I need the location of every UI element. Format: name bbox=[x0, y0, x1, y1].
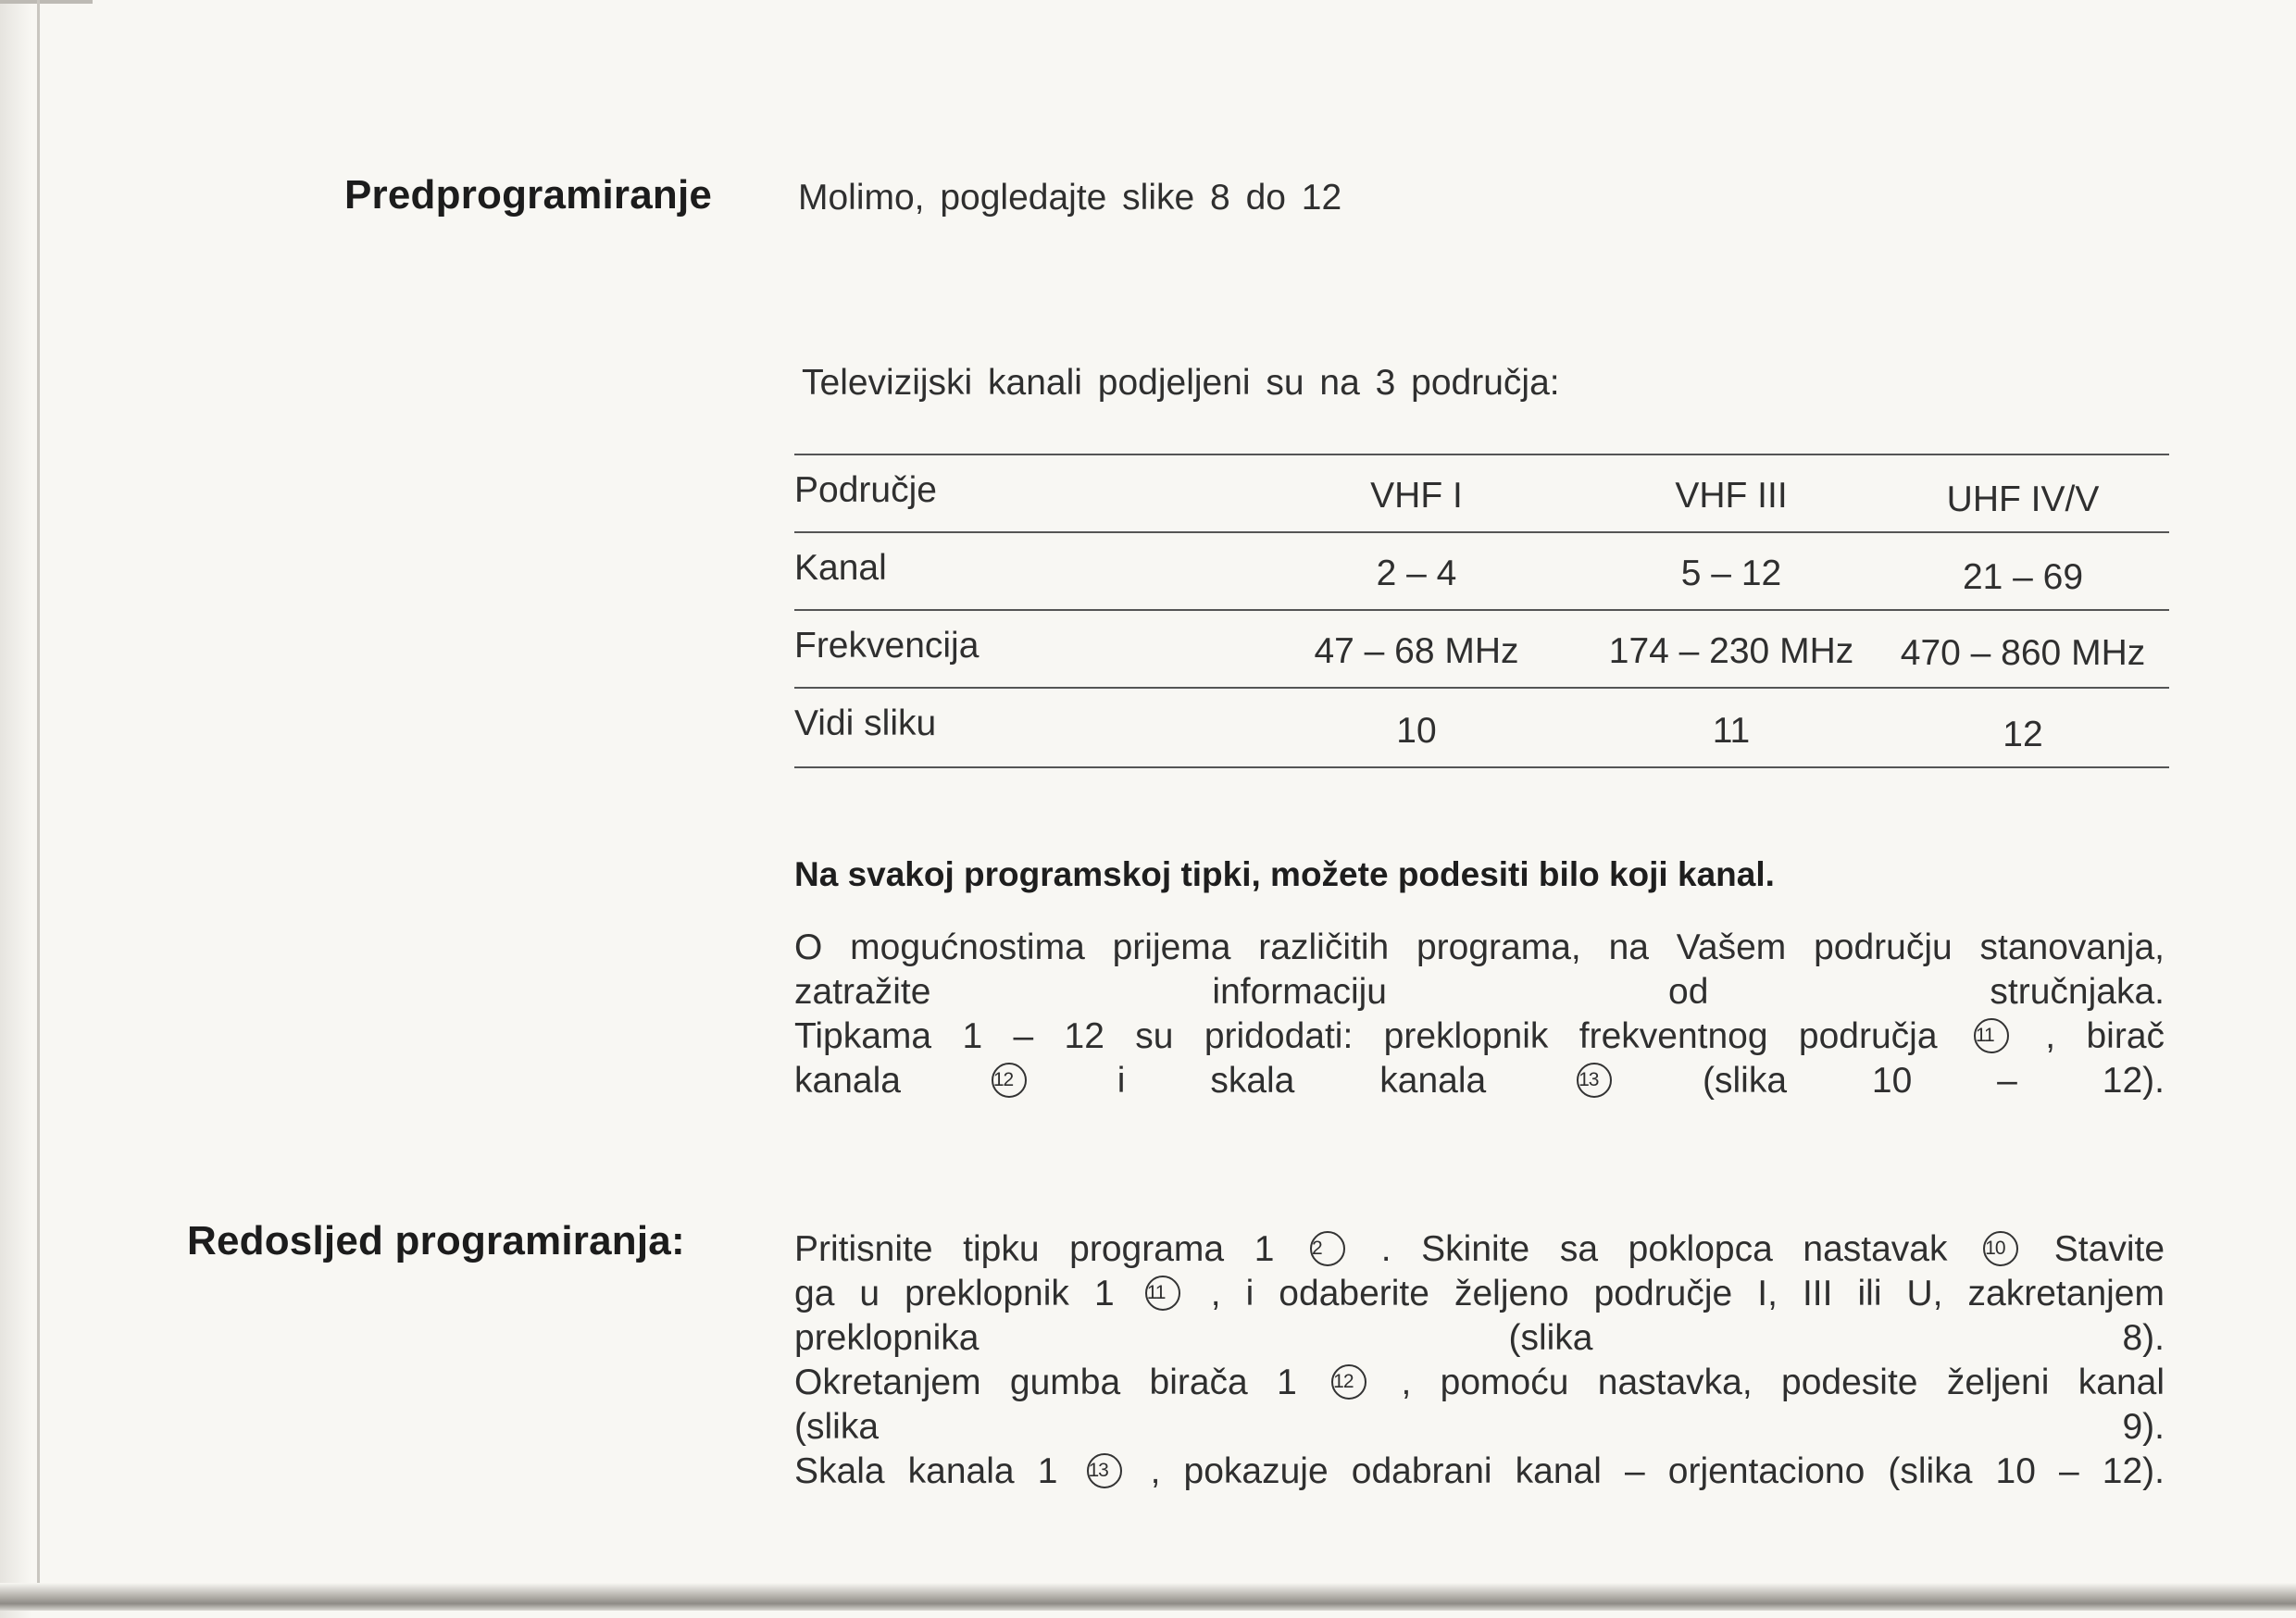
text-run: , pomoću nastavka, podesite željeni kanal bbox=[1401, 1363, 2165, 1402]
table-cell: 11 bbox=[1712, 711, 1751, 751]
table-cell: 10 bbox=[1396, 711, 1437, 751]
table-rule bbox=[794, 531, 2169, 533]
table-intro-text: Televizijski kanali podjeljeni su na 3 područja: bbox=[802, 363, 1560, 403]
page-edge-bottom bbox=[0, 1583, 2296, 1611]
text-run: i skala kanala bbox=[1117, 1061, 1487, 1101]
text-run: , i odaberite željeno područje I, III ili U, zakretanjem bbox=[1210, 1274, 2165, 1313]
paragraph-line: preklopnika (slika 8). bbox=[794, 1318, 2165, 1358]
paragraph-reception bbox=[794, 926, 2165, 1014]
text-run: (slika 10 – 12). bbox=[1703, 1061, 2165, 1101]
ref-marker-10: 10 bbox=[1983, 1231, 2018, 1266]
paragraph-line: (slika 9). bbox=[794, 1407, 2165, 1447]
page-edge-top bbox=[0, 0, 93, 4]
table-cell: 174 – 230 MHz bbox=[1608, 631, 1854, 671]
page-shadow bbox=[0, 0, 31, 1618]
table-row-label: Vidi sliku bbox=[794, 703, 937, 743]
text-run: ga u preklopnik 1 bbox=[794, 1274, 1115, 1313]
table-cell: 12 bbox=[2003, 715, 2043, 754]
table-cell: 47 – 68 MHz bbox=[1314, 631, 1519, 671]
bold-note: Na svakoj programskoj tipki, možete podesiti bilo koji kanal. bbox=[794, 855, 1775, 893]
section-heading-predprogramiranje: Predprogramiranje bbox=[344, 172, 713, 218]
text-run: kanala bbox=[794, 1061, 901, 1101]
text-run: Okretanjem gumba birača 1 bbox=[794, 1363, 1297, 1402]
paragraph-line bbox=[794, 1272, 2165, 1316]
paragraph-line bbox=[794, 1227, 2165, 1272]
ref-marker-13: 13 bbox=[1087, 1453, 1122, 1488]
table-cell: 2 – 4 bbox=[1376, 554, 1457, 593]
text-run: Skala kanala 1 bbox=[794, 1451, 1058, 1491]
table-cell: 21 – 69 bbox=[1962, 557, 2084, 597]
paragraph-line bbox=[794, 1014, 2165, 1059]
text-run: . Skinite sa poklopca nastavak bbox=[1380, 1229, 1948, 1269]
ref-marker-11: 11 bbox=[1974, 1018, 2009, 1053]
table-row-label: Frekvencija bbox=[794, 626, 980, 666]
ref-marker-13: 13 bbox=[1577, 1063, 1612, 1098]
ref-marker-12: 12 bbox=[992, 1063, 1027, 1098]
page-edge-fold bbox=[37, 0, 40, 1592]
table-rule bbox=[794, 609, 2169, 611]
text-run: Stavite bbox=[2053, 1229, 2165, 1269]
paragraph-line: O mogućnostima prijema različitih programa, na Vašem području stanovanja, bbox=[794, 927, 2165, 967]
table-cell: VHF I bbox=[1370, 476, 1463, 516]
ref-marker-2: 2 bbox=[1310, 1231, 1345, 1266]
paragraph-programming bbox=[794, 1227, 2165, 1494]
table-row-label: Područje bbox=[794, 470, 937, 510]
text-run: Tipkama 1 – 12 su pridodati: preklopnik frekventnog područja bbox=[794, 1016, 1938, 1056]
table-cell: UHF IV/V bbox=[1946, 479, 2100, 519]
paragraph-line bbox=[794, 1450, 2165, 1494]
text-run: Pritisnite tipku programa 1 bbox=[794, 1229, 1275, 1269]
table-row-label: Kanal bbox=[794, 548, 887, 588]
table-rule bbox=[794, 454, 2169, 455]
text-run: , pokazuje odabrani kanal – orjentaciono (slika 10 – 12). bbox=[1150, 1451, 2165, 1491]
paragraph-line bbox=[794, 1361, 2165, 1405]
table-cell: VHF III bbox=[1675, 476, 1788, 516]
table-cell: 5 – 12 bbox=[1680, 554, 1782, 593]
paragraph-line bbox=[794, 1059, 2165, 1103]
section-heading-redosljed: Redosljed programiranja: bbox=[187, 1218, 685, 1263]
table-rule bbox=[794, 687, 2169, 689]
ref-marker-11: 11 bbox=[1145, 1276, 1180, 1311]
ref-marker-12: 12 bbox=[1331, 1364, 1366, 1400]
paragraph-keys bbox=[794, 1014, 2165, 1103]
table-rule bbox=[794, 766, 2169, 768]
paragraph-line: zatražite informaciju od stručnjaka. bbox=[794, 972, 2165, 1012]
text-run: , birač bbox=[2045, 1016, 2165, 1056]
table-cell: 470 – 860 MHz bbox=[1900, 633, 2146, 673]
intro-text: Molimo, pogledajte slike 8 do 12 bbox=[798, 178, 1342, 218]
